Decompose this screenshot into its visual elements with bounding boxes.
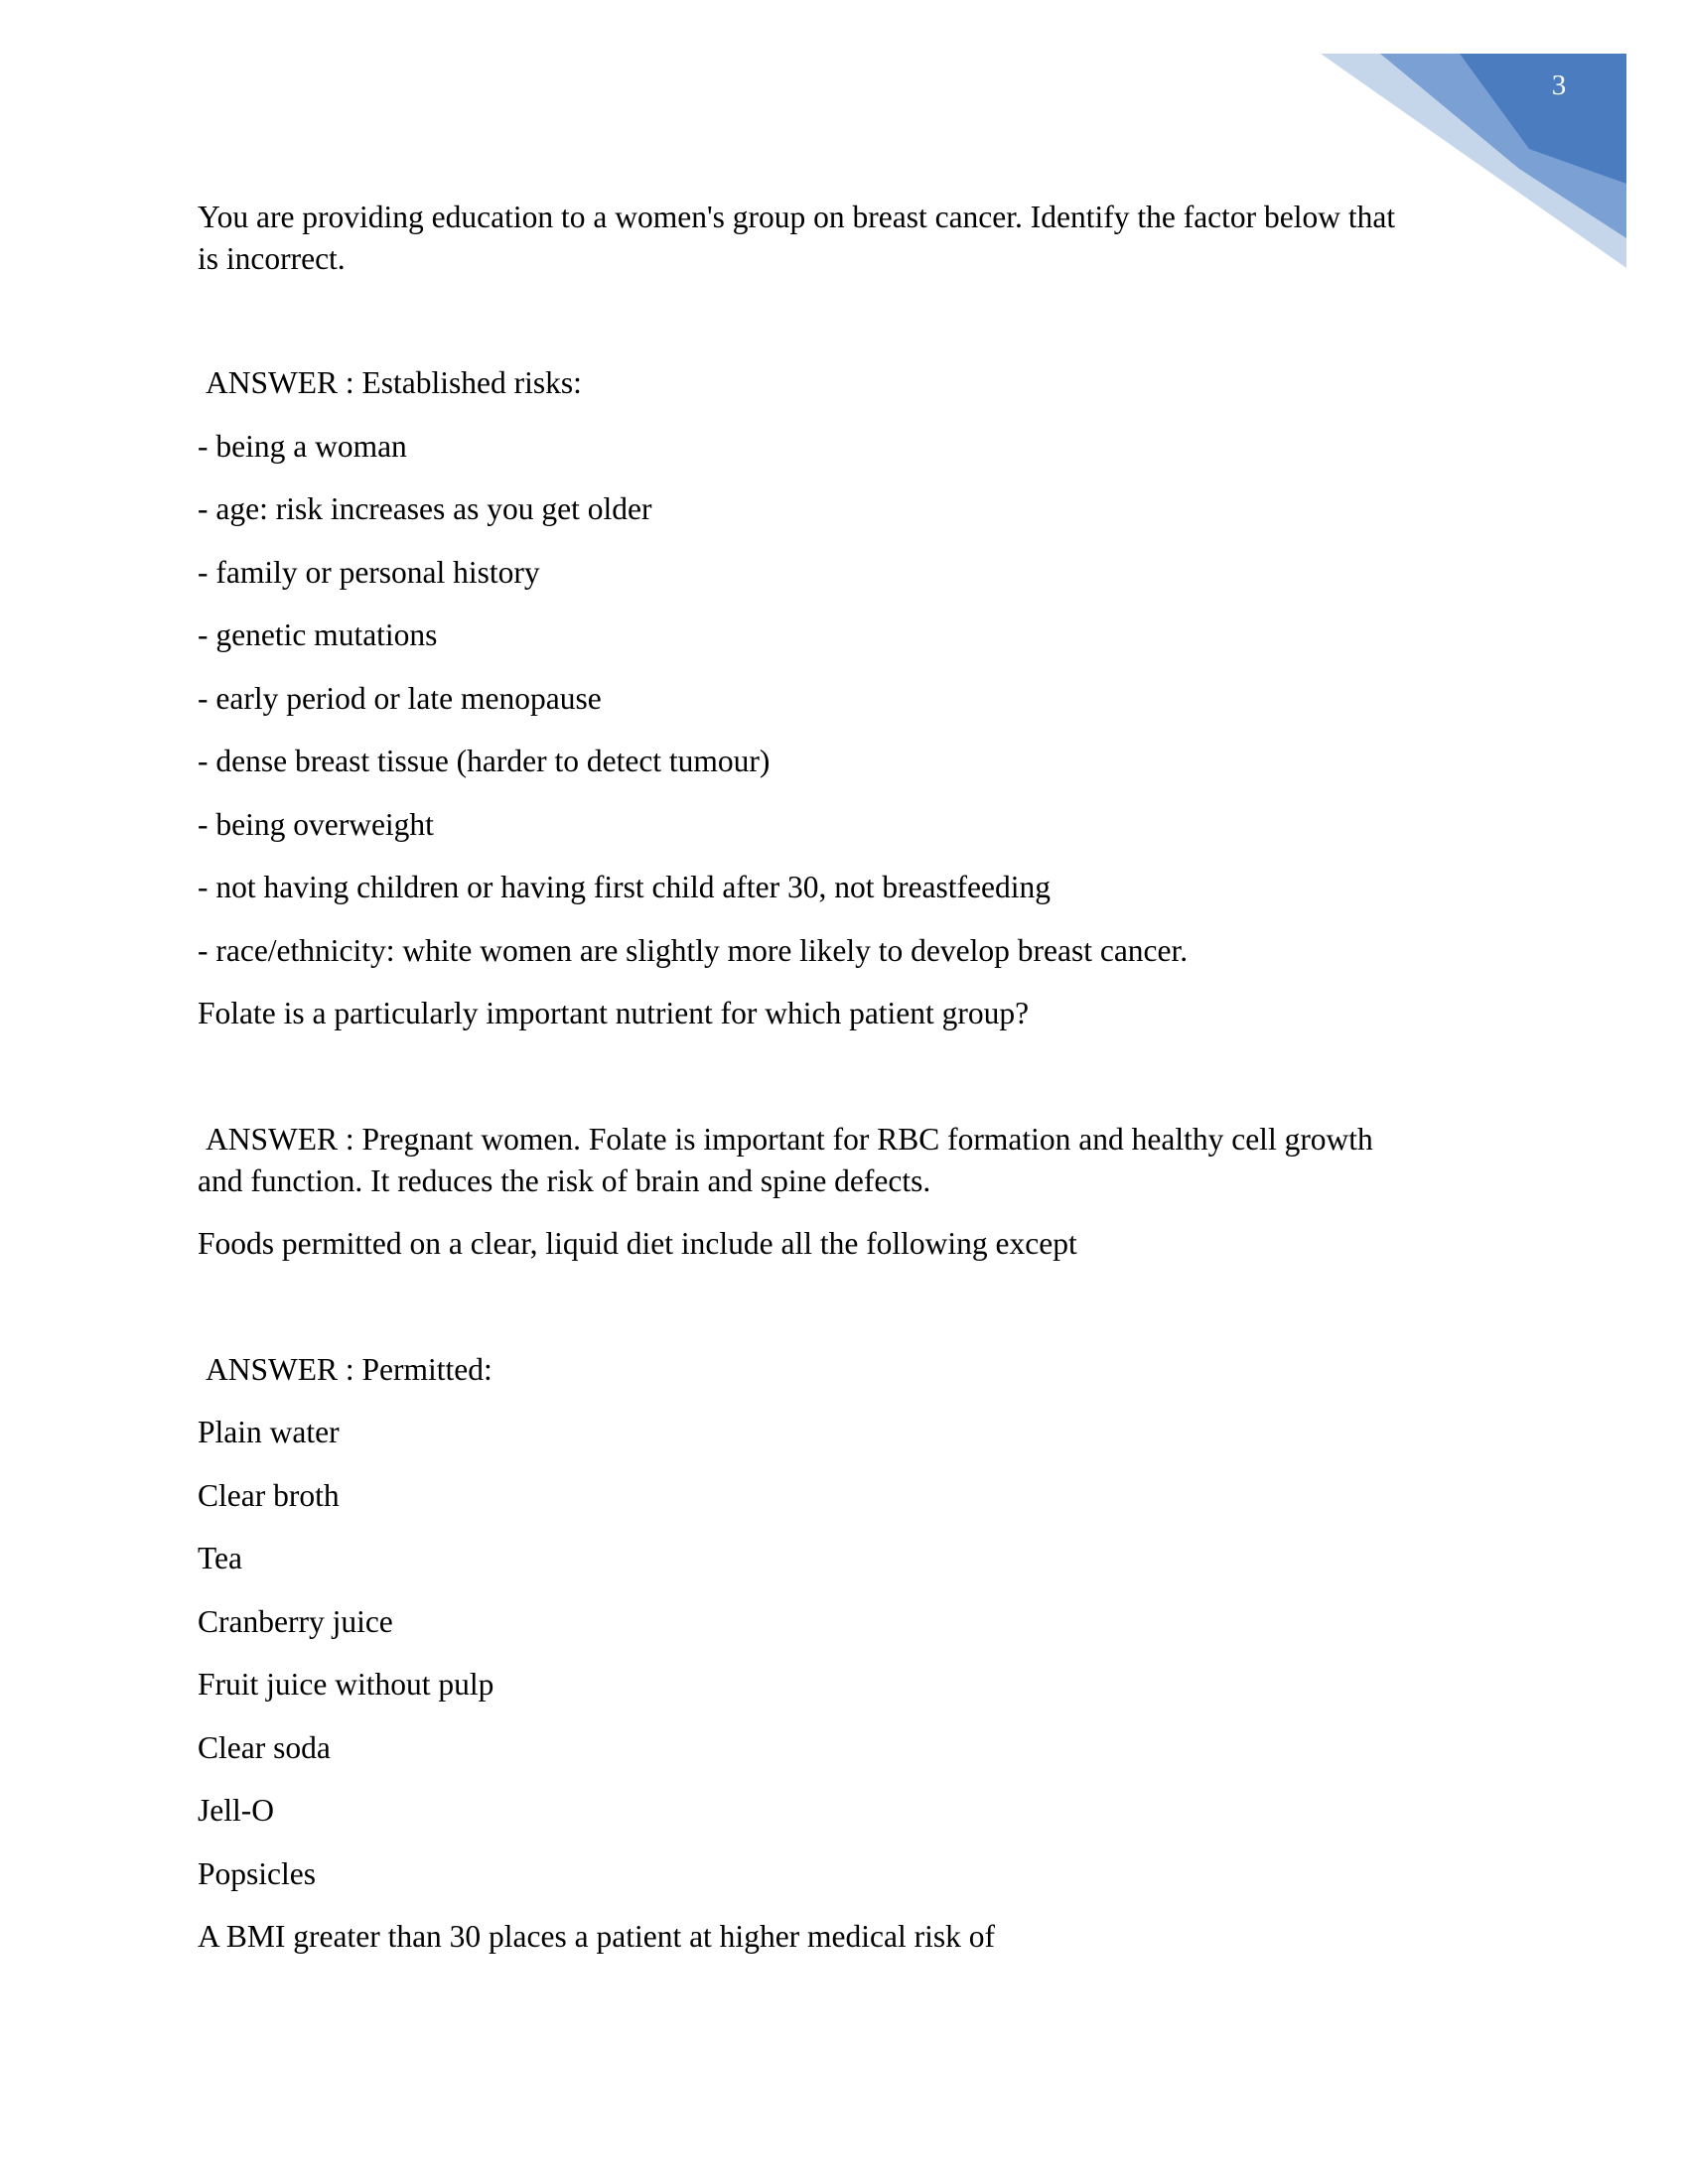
list-item: Plain water [198, 1415, 340, 1449]
list-item: - race/ethnicity: white women are slightly more likely to develop breast cancer. [198, 933, 1189, 968]
answer-3-heading: ANSWER : Permitted: [206, 1352, 492, 1387]
list-item: Cranberry juice [198, 1604, 393, 1639]
question-3: Foods permitted on a clear, liquid diet include all the following except [198, 1226, 1077, 1261]
list-item: - not having children or having first child after 30, not breastfeeding [198, 870, 1051, 904]
list-item: - dense breast tissue (harder to detect tumour) [198, 744, 771, 778]
question-4: A BMI greater than 30 places a patient at higher medical risk of [198, 1919, 995, 1954]
list-item: - being a woman [198, 429, 407, 464]
answer-1-heading: ANSWER : Established risks: [206, 365, 582, 400]
list-item: Jell-O [198, 1793, 274, 1828]
question-1-line-2: is incorrect. [198, 241, 346, 276]
page-number: 3 [1551, 69, 1567, 101]
list-item: Popsicles [198, 1856, 317, 1891]
list-item: Clear soda [198, 1730, 331, 1765]
list-item: - age: risk increases as you get older [198, 491, 652, 526]
list-item: Clear broth [198, 1478, 340, 1513]
question-1-line-1: You are providing education to a women's group on breast cancer. Identify the factor below that [198, 200, 1396, 234]
list-item: - genetic mutations [198, 617, 438, 652]
list-item: - family or personal history [198, 555, 540, 590]
list-item: - early period or late menopause [198, 681, 602, 716]
answer-2-line-1: ANSWER : Pregnant women. Folate is important for RBC formation and healthy cell growth [206, 1122, 1373, 1157]
answer-2-line-2: and function. It reduces the risk of brain and spine defects. [198, 1163, 931, 1198]
list-item: - being overweight [198, 807, 434, 842]
list-item: Fruit juice without pulp [198, 1667, 494, 1702]
list-item: Tea [198, 1541, 243, 1575]
question-2: Folate is a particularly important nutrient for which patient group? [198, 996, 1030, 1030]
